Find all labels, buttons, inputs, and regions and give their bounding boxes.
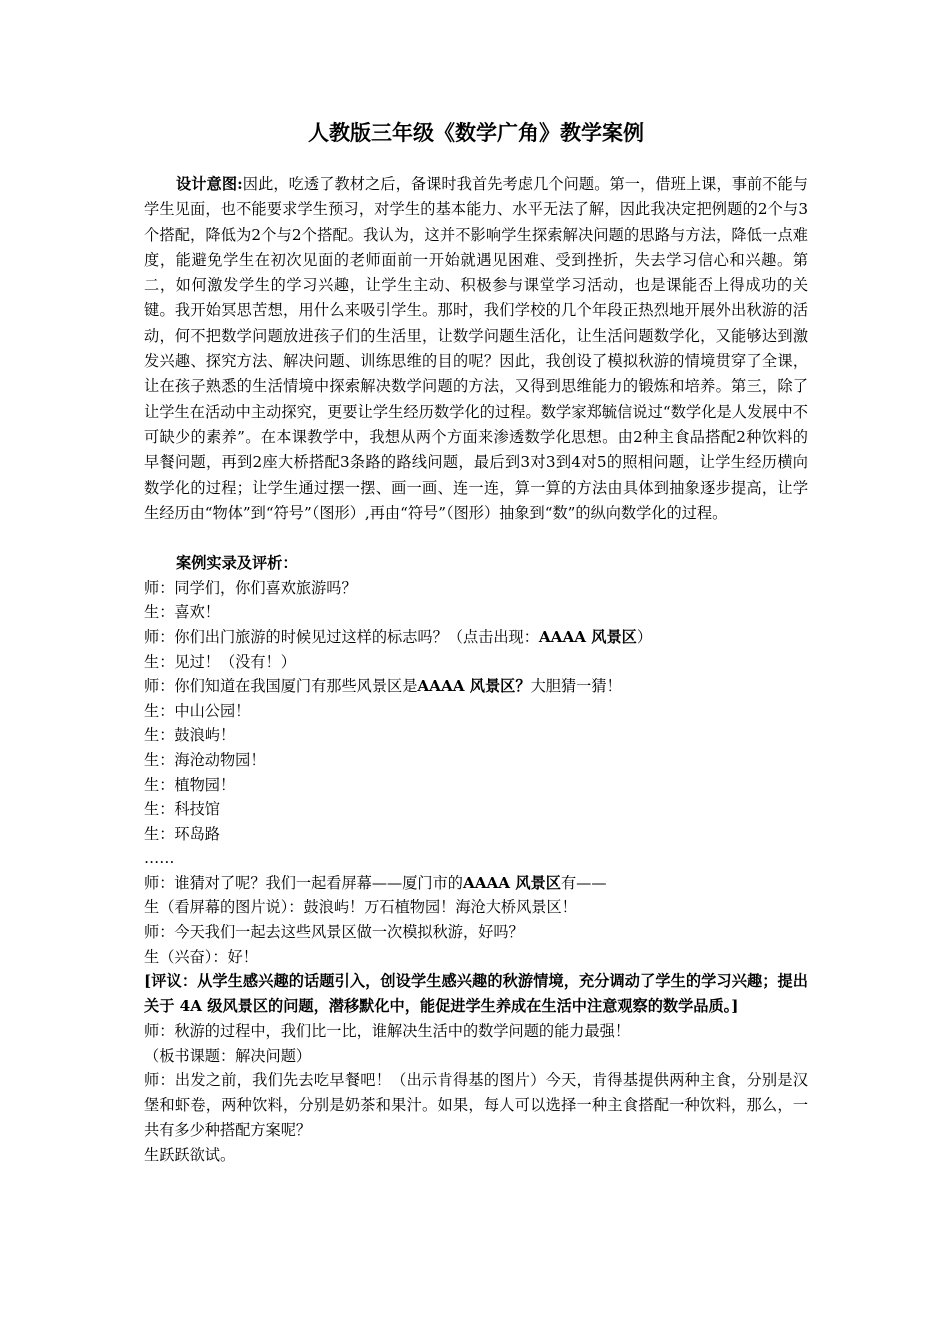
signs-text-bold: AAAA 风景区 [538, 627, 637, 646]
signs-text-after: ） [636, 627, 653, 646]
dialog-line: 生：中山公园！ [144, 701, 251, 720]
signs-text-before: 师：你们出门旅游的时候见过这样的标志吗？（点击出现： [144, 627, 539, 646]
dialog-line: 师：同学们，你们喜欢旅游吗？ [144, 578, 357, 597]
commentary-block: [评议：从学生感兴趣的话题引入，创设学生感兴趣的秋游情境，充分调动了学生的学习兴趣；提出关于 4A 级风景区的问题，潜移默化中，能促进学生养成在生活中注意观察的数学品质。] [144, 972, 808, 1016]
dialog-line: 师：秋游的过程中，我们比一比，谁解决生活中的数学问题的能力最强！ [144, 1022, 630, 1041]
dialog-line: 生：科技馆 [144, 800, 220, 819]
screen-text-after: 有—— [560, 873, 607, 892]
dialog-line: 生：植物园！ [144, 775, 236, 794]
dialog-line: 生（兴奋）：好！ [144, 947, 258, 966]
design-intent-paragraph [144, 172, 808, 526]
screen-text-before: 师：谁猜对了呢？我们一起看屏幕——厦门市的 [144, 873, 463, 892]
dialog-line-screen [144, 871, 808, 896]
dialog-line: 师：今天我们一起去这些风景区做一次模拟秋游，好吗？ [144, 923, 524, 942]
guess-text-bold: AAAA 风景区？ [417, 677, 531, 696]
document-page [144, 118, 808, 1168]
dialog-line: 生：环岛路 [144, 824, 220, 843]
dialog-line-signs [144, 625, 808, 650]
paragraph-spacer [144, 526, 808, 551]
screen-text-bold: AAAA 风景区 [462, 873, 561, 892]
dialog-line: 生（看屏幕的图片说）：鼓浪屿！万石植物园！海沧大桥风景区！ [144, 898, 577, 917]
dialog-line: 生跃跃欲试。 [144, 1146, 236, 1165]
dialog-line: 生：海沧动物园！ [144, 750, 266, 769]
dialog-line: （板书课题：解决问题） [144, 1046, 312, 1065]
document-title: 人教版三年级《数学广角》教学案例 [308, 121, 644, 145]
design-intent-label: 设计意图: [176, 175, 243, 193]
ellipsis-line: …… [144, 849, 175, 868]
design-intent-text: 因此，吃透了教材之后，备课时我首先考虑几个问题。第一，借班上课，事前不能与学生见面，也不能要求学生预习，对学生的基本能力、水平无法了解，因此我决定把例题的2个与3个搭配，降低为2个与2个搭配。我认为，这并不影响学生探索解决问题的思路与方法，降低一点难度，能避免学生在初次见面的老师面前一开始就遇见困难、受到挫折，失去学习信心和兴趣。第二，如何激发学生的学习兴趣，让学生主动、积极参与课堂学习活动，也是课能否上得成功的关键。我开始冥思苦想，用什么来吸引学生。那时，我们学校的几个年段正热烈地开展外出秋游的活动，何不把数学问题放进孩子们的生活里，让数学问题生活化，让生活问题数学化，又能够达到激发兴趣、探究方法、解决问题、训练思维的目的呢？因此，我创设了模拟秋游的情境贯穿了全课，让在孩子熟悉的生活情境中探索解决数学问题的方法，又得到思维能力的锻炼和培养。第三，除了让学生在活动中主动探究，更要让学生经历数学化的过程。数学家郑毓信说过“数学化是人发展中不可缺少的素养”。在本课教学中，我想从两个方面来渗透数学化思想。由2种主食品搭配2种饮料的早餐问题，再到2座大桥搭配3条路的路线问题，最后到3对3到4对5的照相问题，让学生经历横向数学化的过程；让学生通过摆一摆、画一画、连一连，算一算的方法由具体到抽象逐步提高，让学生经历由“物体”到“符号”（图形）,再由“符号”（图形）抽象到“数”的纵向数学化的过程。 [144, 175, 808, 522]
dialog-line: 生：见过！（没有！） [144, 652, 296, 671]
case-heading: 案例实录及评析： [176, 554, 298, 573]
dialog-line: 生：鼓浪屿！ [144, 726, 236, 745]
breakfast-paragraph: 师：出发之前，我们先去吃早餐吧！（出示肯得基的图片）今天，肯得基提供两种主食，分别是汉堡和虾卷，两种饮料，分别是奶茶和果汁。如果，每人可以选择一种主食搭配一种饮料，那么，一共有多少种搭配方案呢？ [144, 1071, 808, 1140]
guess-text-after: 大胆猜一猜！ [530, 677, 622, 696]
dialog-line: 生：喜欢！ [144, 603, 220, 622]
dialog-line-guess [144, 674, 808, 699]
guess-text-before: 师：你们知道在我国厦门有那些风景区是 [144, 677, 418, 696]
